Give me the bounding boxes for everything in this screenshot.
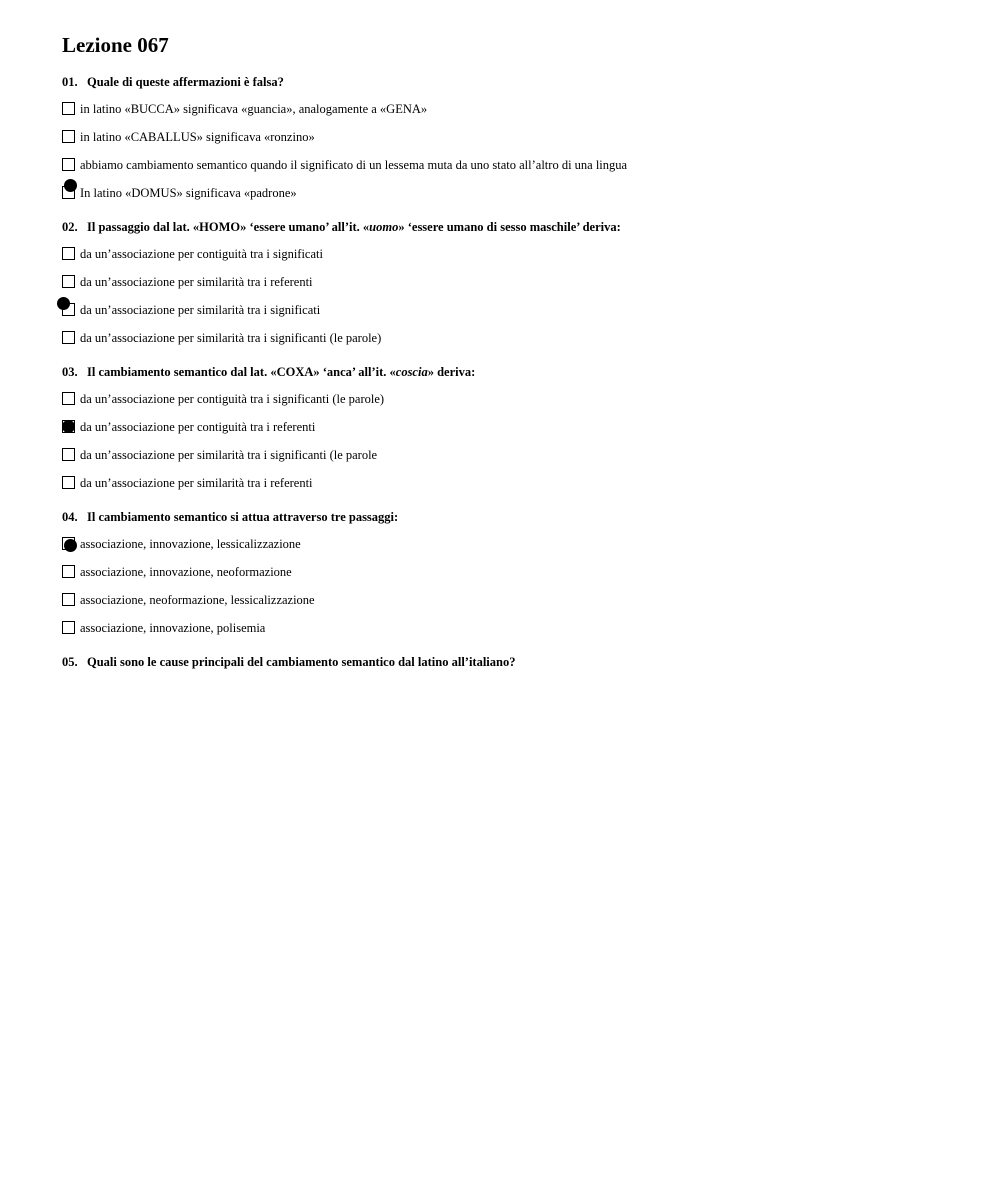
answer-text: da un’associazione per contiguità tra i significanti (le parole) [80, 392, 385, 406]
answer-text: da un’associazione per similarità tra i referenti [80, 476, 313, 490]
answer-option[interactable] [62, 157, 962, 173]
answer-option[interactable] [62, 419, 962, 435]
answer-text: da un’associazione per similarità tra i referenti [80, 275, 313, 289]
selected-mark-icon [57, 297, 70, 310]
question-04 [62, 509, 962, 636]
question-number: 04. [62, 510, 78, 524]
answer-option[interactable] [62, 330, 962, 346]
answer-checkbox[interactable] [62, 247, 75, 260]
question-header [62, 654, 962, 670]
question-02 [62, 219, 962, 346]
answer-option[interactable] [62, 391, 962, 407]
answer-text: associazione, neoformazione, lessicalizzazione [80, 593, 315, 607]
answer-option[interactable] [62, 129, 962, 145]
answer-checkbox[interactable] [62, 448, 75, 461]
question-text: Il cambiamento semantico si attua attraverso tre passaggi: [87, 510, 399, 524]
question-05 [62, 654, 962, 670]
answer-option[interactable] [62, 447, 962, 463]
answer-checkbox[interactable] [62, 275, 75, 288]
answer-text: da un’associazione per contiguità tra i significati [80, 247, 323, 261]
answer-text: da un’associazione per similarità tra i significanti (le parole) [80, 331, 382, 345]
answer-option[interactable] [62, 620, 962, 636]
answer-checkbox[interactable] [62, 476, 75, 489]
question-header [62, 509, 962, 525]
answer-option[interactable] [62, 274, 962, 290]
answer-checkbox[interactable] [62, 621, 75, 634]
answer-option[interactable] [62, 475, 962, 491]
answer-text: da un’associazione per similarità tra i significanti (le parole [80, 448, 378, 462]
answer-text: associazione, innovazione, lessicalizzazione [80, 537, 301, 551]
answer-text: da un’associazione per similarità tra i significati [80, 303, 321, 317]
answer-checkbox[interactable] [62, 565, 75, 578]
quiz-page [62, 33, 962, 681]
question-text: Il passaggio dal lat. «HOMO» ‘essere umano’ all’it. «uomo» ‘essere umano di sesso maschile’ deriva: [87, 220, 621, 234]
question-header [62, 74, 962, 90]
answer-checkbox[interactable] [62, 130, 75, 143]
answer-option[interactable] [62, 302, 962, 318]
answer-text: in latino «CABALLUS» significava «ronzino» [80, 130, 315, 144]
answer-checkbox[interactable] [62, 331, 75, 344]
answer-option[interactable] [62, 592, 962, 608]
answer-option[interactable] [62, 185, 962, 201]
question-03 [62, 364, 962, 491]
question-number: 05. [62, 655, 78, 669]
answer-checkbox[interactable] [62, 102, 75, 115]
answer-checkbox[interactable] [62, 158, 75, 171]
answer-option[interactable] [62, 564, 962, 580]
answer-text: In latino «DOMUS» significava «padrone» [80, 186, 297, 200]
answer-text: in latino «BUCCA» significava «guancia», analogamente a «GENA» [80, 102, 428, 116]
answer-option[interactable] [62, 246, 962, 262]
question-number: 03. [62, 365, 78, 379]
question-header [62, 219, 962, 235]
question-01 [62, 74, 962, 201]
answer-text: associazione, innovazione, polisemia [80, 621, 266, 635]
answer-text: da un’associazione per contiguità tra i referenti [80, 420, 316, 434]
question-header [62, 364, 962, 380]
question-text: Il cambiamento semantico dal lat. «COXA» ‘anca’ all’it. «coscia» deriva: [87, 365, 476, 379]
lesson-title: Lezione 067 [62, 33, 169, 57]
question-text: Quale di queste affermazioni è falsa? [87, 75, 284, 89]
answer-checkbox[interactable] [62, 392, 75, 405]
question-number: 01. [62, 75, 78, 89]
answer-text: abbiamo cambiamento semantico quando il significato di un lessema muta da uno stato all’altro di una lingua [80, 158, 628, 172]
selected-mark-icon [64, 539, 77, 552]
answer-text: associazione, innovazione, neoformazione [80, 565, 292, 579]
question-number: 02. [62, 220, 78, 234]
answer-option[interactable] [62, 536, 962, 552]
selected-mark-icon [62, 420, 75, 433]
question-text: Quali sono le cause principali del cambiamento semantico dal latino all’italiano? [87, 655, 516, 669]
answer-option[interactable] [62, 101, 962, 117]
selected-mark-icon [64, 179, 77, 192]
answer-checkbox[interactable] [62, 593, 75, 606]
